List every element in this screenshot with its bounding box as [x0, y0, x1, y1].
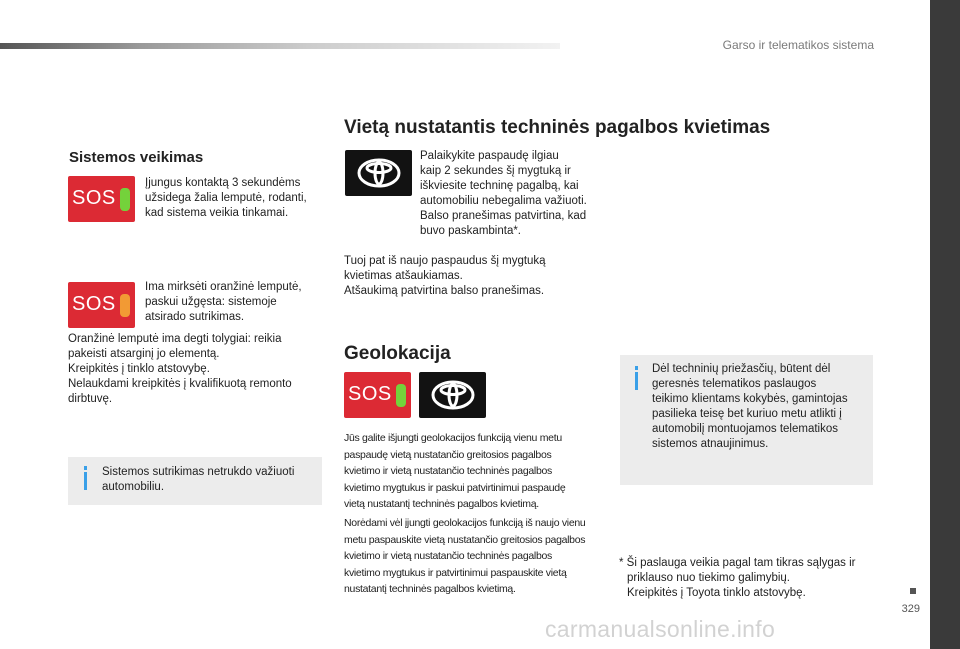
section-title-sistemos: Sistemos veikimas	[69, 149, 204, 166]
watermark-text: carmanualsonline.info	[545, 616, 776, 642]
ok-text-block: Įjungus kontaktą 3 sekundėms užsidega žalia lemputė, rodanti, kad sistema veikia tinkamai.	[145, 177, 307, 219]
section-title-kvietimas: Vietą nustatantis techninės pagalbos kvietimas	[344, 117, 771, 138]
sos-label: SOS	[72, 187, 116, 209]
header-gradient-bar	[0, 43, 560, 49]
info-note-box: Sistemos sutrikimas netrukdo važiuoti automobiliu.	[68, 457, 322, 505]
page-header-title: Garso ir telematikos sistema	[722, 38, 874, 52]
update-note-box: Dėl techninių priežasčių, būtent dėl geresnės telematikos paslaugos teikimo klientams kokybės, gamintojas pasilieka teisę bet kuriuo metu atlikti į automobilį montuojamos telematikos sistemos atnaujinimus.	[620, 355, 873, 485]
toyota-assistance-button-icon	[345, 150, 412, 196]
toyota-logo-icon	[357, 158, 401, 188]
sos-label: SOS	[72, 293, 116, 315]
orange-text-block: Oranžinė lemputė ima degti tolygiai: reikia pakeisti atsarginį jo elementą. Kreipkitės į tinklo atstovybę. Nelaukdami kreipkitės į kvalifikuotą remonto dirbtuvę.	[68, 333, 292, 405]
section-title-geolokacija: Geolokacija	[344, 343, 451, 364]
cancel-text-block: Tuoj pat iš naujo paspaudus šį mygtuką kvietimas atšaukiamas. Atšaukimą patvirtina balso pranešimas.	[344, 255, 546, 297]
page-marker	[910, 588, 916, 594]
fault-text-block: Ima mirksėti oranžinė lemputė, paskui užgęsta: sistemoje atsirado sutrikimas.	[145, 281, 302, 323]
kvietimas-text-block: Palaikykite paspaudę ilgiau kaip 2 sekundes šį mygtuką ir iškviesite techninę pagalbą, kai automobiliu nebegalima važiuoti. Balso pranešimas patvirtina, kad buvo paskambinta*.	[420, 150, 587, 237]
page-number: 329	[901, 603, 920, 615]
geo-enable-text-block: Norėdami vėl įjungti geolokacijos funkciją iš naujo vienu metu paspauskite vietą nustatančio greitosios pagalbos kvietimo ir vietą nustatančio techninės pagalbos kvietimo mygtukus ir patvirtinimui paspauskite vietą nustatantį techninės pagalbos kvietimą.	[344, 517, 586, 595]
sos-green-icon	[344, 372, 411, 418]
toyota-assistance-button-icon	[419, 372, 486, 418]
green-lamp-icon	[120, 188, 130, 211]
green-lamp-icon	[396, 384, 406, 407]
sos-orange-icon	[68, 282, 135, 328]
footnote-block: * Ši paslauga veikia pagal tam tikras sąlygas ir priklauso nuo tiekimo galimybių. Kreipkitės į Toyota tinklo atstovybę.	[619, 557, 856, 599]
chapter-side-tab	[930, 0, 960, 649]
sos-green-icon	[68, 176, 135, 222]
orange-lamp-icon	[120, 294, 130, 317]
sos-label: SOS	[348, 383, 392, 405]
toyota-logo-icon	[431, 380, 475, 410]
geo-disable-text-block: Jūs galite išjungti geolokacijos funkciją vienu metu paspaudę vietą nustatančio greitosios pagalbos kvietimo ir vietą nustatančio techninės pagalbos kvietimo mygtukus ir paskui patvirtinimui paspaudę vietą nustatantį techninės pagalbos kvietimą.	[344, 432, 566, 510]
